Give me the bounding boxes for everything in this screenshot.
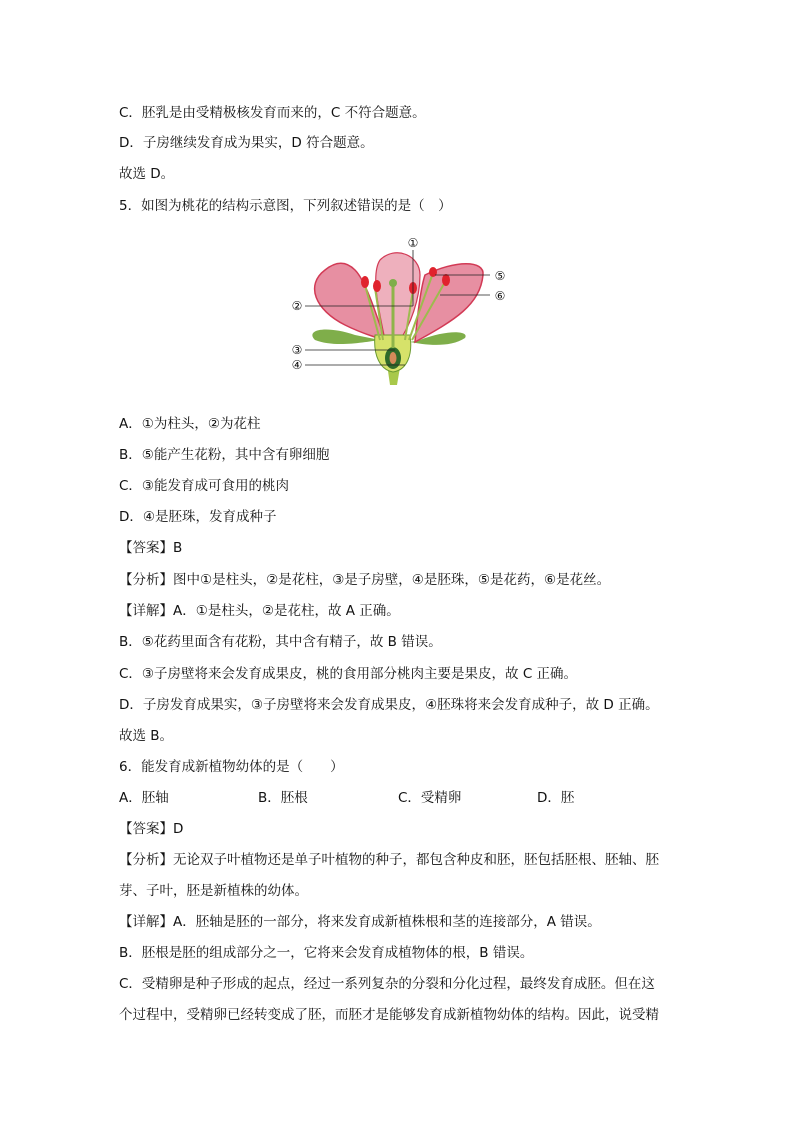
label-2: ② [291,299,303,313]
q5-detail-line: C．③子房壁将来会发育成果皮，桃的食用部分桃肉主要是果皮，故 C 正确。 [119,666,578,682]
q6-option-c: C．受精卵 [398,790,462,806]
prev-answer-d: D．子房继续发育成为果实，D 符合题意。 [119,135,374,151]
q5-answer: 【答案】B [119,540,183,556]
label-1: ① [407,236,419,250]
q6-detail-line: 个过程中，受精卵已经转变成了胚，而胚才是能够发育成新植物幼体的结构。因此，说受精 [119,1007,659,1023]
q6-detail-line: C．受精卵是种子形成的起点，经过一系列复杂的分裂和分化过程，最终发育成胚。但在这 [119,976,655,992]
q6-analysis-line: 【分析】无论双子叶植物还是单子叶植物的种子，都包含种皮和胚，胚包括胚根、胚轴、胚 [119,852,659,868]
q5-option-c: C．③能发育成可食用的桃肉 [119,478,290,494]
q5-option-a: A．①为柱头，②为花柱 [119,416,261,432]
q5-analysis: 【分析】图中①是柱头，②是花柱，③是子房壁，④是胚珠，⑤是花药，⑥是花丝。 [119,572,611,588]
q6-answer: 【答案】D [119,821,184,837]
label-5: ⑤ [494,269,506,283]
q6-option-a: A．胚轴 [119,790,169,806]
q6-option-b: B．胚根 [258,790,308,806]
q5-conclusion: 故选 B。 [119,728,174,744]
q5-detail-line: D．子房发育成果实，③子房壁将来会发育成果皮，④胚珠将来会发育成种子，故 D 正确。 [119,697,659,713]
q5-option-d: D．④是胚珠，发育成种子 [119,509,277,525]
q5-detail-line: 【详解】A．①是柱头，②是花柱，故 A 正确。 [119,603,400,619]
q6-option-d: D．胚 [537,790,575,806]
label-4: ④ [291,358,303,372]
question-5: 5．如图为桃花的结构示意图，下列叙述错误的是（ ） [119,198,452,214]
q5-detail-line: B．⑤花药里面含有花粉，其中含有精子，故 B 错误。 [119,634,442,650]
question-6: 6．能发育成新植物幼体的是（ ） [119,759,344,775]
q6-detail-line: 【详解】A．胚轴是胚的一部分，将来发育成新植株根和茎的连接部分，A 错误。 [119,914,601,930]
q6-detail-line: B．胚根是胚的组成部分之一，它将来会发育成植物体的根，B 错误。 [119,945,534,961]
prev-answer-c: C．胚乳是由受精极核发育而来的，C 不符合题意。 [119,105,426,121]
label-6: ⑥ [494,289,506,303]
label-3: ③ [291,343,303,357]
peach-flower-diagram [285,230,515,400]
prev-conclusion: 故选 D。 [119,166,175,182]
q5-option-b: B．⑤能产生花粉，其中含有卵细胞 [119,447,330,463]
q6-analysis-line: 芽、子叶，胚是新植株的幼体。 [119,883,308,899]
